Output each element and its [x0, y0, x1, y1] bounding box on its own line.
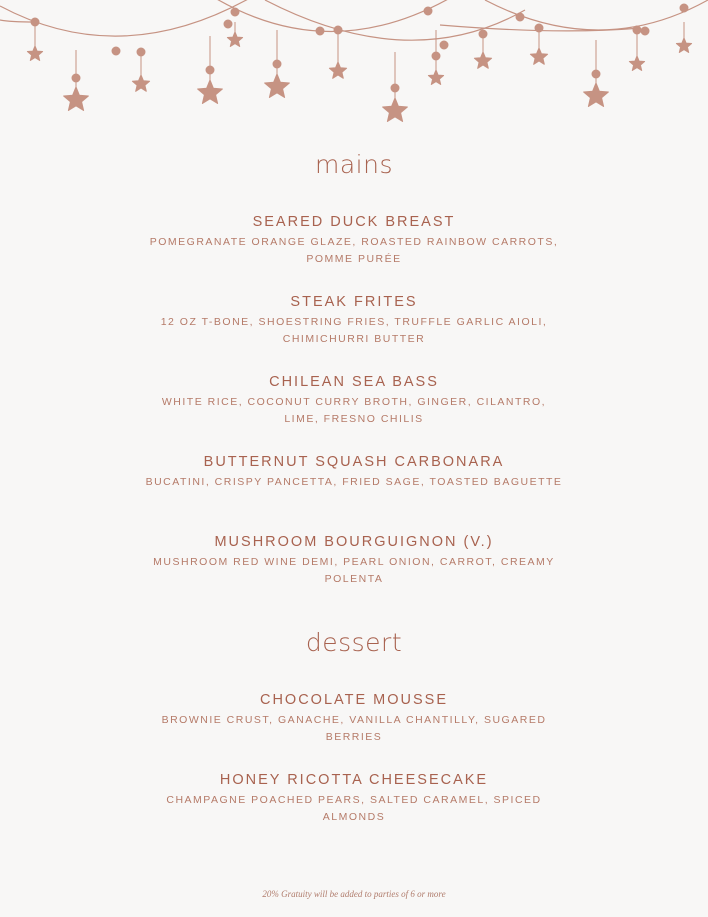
- bead-ornament: [440, 41, 448, 49]
- dish-name: SEARED DUCK BREAST: [252, 214, 456, 230]
- bead-ornament: [137, 48, 145, 56]
- bead-ornament: [31, 18, 39, 26]
- menu-item: [0, 453, 708, 491]
- dish-description: BROWNIE CRUST, GANACHE, VANILLA CHANTILLY, SUGARED BERRIES: [161, 714, 547, 743]
- star-icon: [27, 46, 42, 61]
- dish-description: MUSHROOM RED WINE DEMI, PEARL ONION, CARROT, CREAMY POLENTA: [153, 556, 555, 585]
- gratuity-note: 20% Gratuity will be added to parties of 6 or more: [262, 889, 446, 899]
- dish-description: CHAMPAGNE POACHED PEARS, SALTED CARAMEL, SPICED ALMONDS: [166, 794, 542, 823]
- bead-ornament: [112, 47, 120, 55]
- star-icon: [227, 32, 242, 47]
- dish-name: HONEY RICOTTA CHEESECAKE: [219, 772, 489, 788]
- dish-description: BUCATINI, CRISPY PANCETTA, FRIED SAGE, TOASTED BAGUETTE: [145, 476, 563, 488]
- menu-item: [0, 373, 708, 427]
- bead-ornament: [72, 74, 80, 82]
- bead-ornament: [273, 60, 281, 68]
- star-icon: [530, 48, 547, 64]
- dish-description: 12 OZ T-BONE, SHOESTRING FRIES, TRUFFLE GARLIC AIOLI, CHIMICHURRI BUTTER: [160, 316, 548, 345]
- bead-ornament: [535, 24, 543, 32]
- star-icon: [383, 98, 408, 122]
- menu-item: [0, 533, 708, 587]
- bead-ornament: [206, 66, 214, 74]
- dish-description: POMEGRANATE ORANGE GLAZE, ROASTED RAINBOW CARROTS, POMME PURÉE: [149, 236, 559, 265]
- bead-ornament: [633, 26, 641, 34]
- bead-ornament: [391, 84, 399, 92]
- bead-ornament: [641, 27, 649, 35]
- bead-ornament: [479, 30, 487, 38]
- star-icon: [198, 80, 223, 104]
- dish-name: BUTTERNUT SQUASH CARBONARA: [203, 454, 505, 470]
- section-title-mains: mains: [315, 150, 393, 179]
- bead-ornament: [432, 52, 440, 60]
- bead-ornament: [680, 4, 688, 12]
- menu-item: [0, 771, 708, 825]
- menu-item: [0, 213, 708, 267]
- dish-name: CHILEAN SEA BASS: [269, 374, 439, 390]
- star-icon: [329, 62, 346, 78]
- bead-ornament: [334, 26, 342, 34]
- star-icon: [132, 75, 149, 91]
- star-icon: [428, 70, 443, 85]
- star-garland-decoration: [0, 0, 708, 130]
- bead-ornament: [592, 70, 600, 78]
- dish-name: STEAK FRITES: [290, 294, 418, 310]
- bead-ornament: [424, 7, 432, 15]
- bead-ornament: [516, 13, 524, 21]
- dish-name: MUSHROOM BOURGUIGNON (V.): [214, 534, 494, 550]
- star-icon: [474, 52, 491, 68]
- section-title-dessert: dessert: [305, 628, 403, 657]
- bead-ornament: [231, 8, 239, 16]
- star-icon: [629, 56, 644, 71]
- menu-item: [0, 691, 708, 745]
- star-icon: [584, 83, 609, 107]
- star-icon: [676, 38, 691, 53]
- bead-ornament: [224, 20, 232, 28]
- dish-description: WHITE RICE, COCONUT CURRY BROTH, GINGER, CILANTRO, LIME, FRESNO CHILIS: [161, 396, 547, 425]
- star-icon: [64, 87, 89, 111]
- star-icon: [265, 74, 290, 98]
- dish-name: CHOCOLATE MOUSSE: [259, 692, 449, 708]
- bead-ornament: [316, 27, 324, 35]
- menu-item: [0, 293, 708, 347]
